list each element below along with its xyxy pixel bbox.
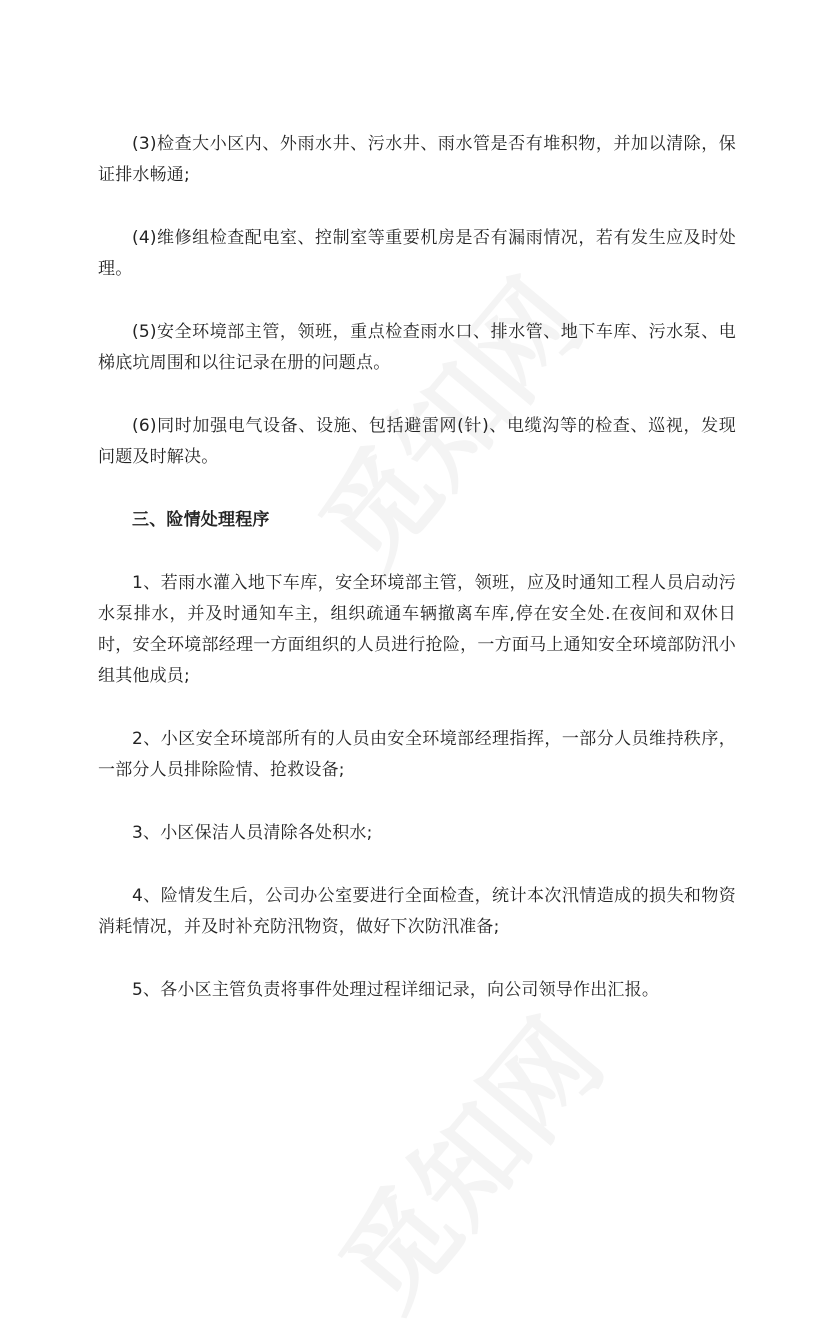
procedure-item-4: 4、险情发生后，公司办公室要进行全面检查，统计本次汛情造成的损失和物资消耗情况，并及时补充防汛物资，做好下次防汛准备; — [98, 886, 736, 937]
procedure-item-1: 1、若雨水灌入地下车库，安全环境部主管，领班，应及时通知工程人员启动污水泵排水，并及时通知车主，组织疏通车辆撤离车库,停在安全处.在夜间和双休日时，安全环境部经理一方面组织的人员进行抢险，一方面马上通知安全环境部防汛小组其他成员; — [98, 573, 736, 686]
procedure-item-3: 3、小区保洁人员清除各处积水; — [132, 823, 373, 843]
document-page — [98, 129, 736, 1038]
paragraph-item-4: (4)维修组检查配电室、控制室等重要机房是否有漏雨情况，若有发生应及时处理。 — [98, 228, 736, 279]
paragraph-item-5: (5)安全环境部主管，领班，重点检查雨水口、排水管、地下车库、污水泵、电梯底坑周围和以往记录在册的问题点。 — [98, 322, 736, 373]
paragraph-item-3: (3)检查大小区内、外雨水井、污水井、雨水管是否有堆积物，并加以清除，保证排水畅通; — [98, 134, 736, 185]
procedure-item-5: 5、各小区主管负责将事件处理过程详细记录，向公司领导作出汇报。 — [132, 980, 660, 1000]
section-heading: 三、险情处理程序 — [132, 510, 270, 530]
procedure-item-2: 2、小区安全环境部所有的人员由安全环境部经理指挥，一部分人员维持秩序，一部分人员排除险情、抢救设备; — [98, 729, 736, 780]
paragraph-item-6: (6)同时加强电气设备、设施、包括避雷网(针)、电缆沟等的检查、巡视，发现问题及时解决。 — [98, 416, 736, 467]
